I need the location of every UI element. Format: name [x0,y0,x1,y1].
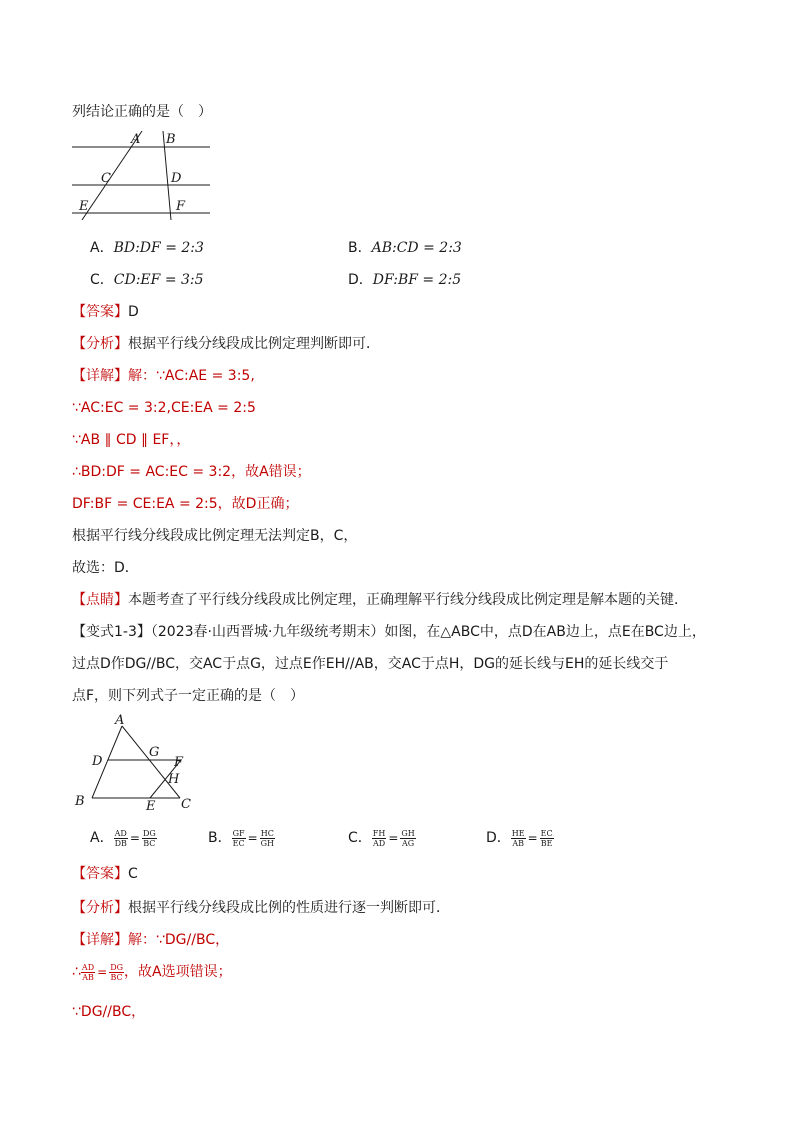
q2-detail-line-1: 【详解】解：∵DG//BC， [72,932,230,948]
q1-option-d: D．DF:BF = 2:5 [348,272,462,288]
q2-option-c: C． $\frac{FH}{AD}$ = $\frac{GH}{AG}$ [348,828,415,848]
q1-detail-tag: 【详解】 [72,368,128,384]
q2-detail-tag: 【详解】 [72,932,128,948]
q1-comment: 【点睛】本题考查了平行线分线段成比例定理，正确理解平行线分线段成比例定理是解本题的关键． [72,592,688,608]
q2-stem-line-3: 点F，则下列式子一定正确的是（ ） [72,688,305,704]
q1-stem-end: 列结论正确的是（ ） [72,104,212,120]
q2-tag: 【变式1-3】 [72,624,151,640]
q2-label-G: G [149,745,160,760]
q1-label-C: C [101,171,111,186]
q1-label-F: F [176,199,186,214]
q2-analysis-tag: 【分析】 [72,900,128,916]
q1-answer: 【答案】D [72,304,139,320]
q1-figure-parallel-lines [70,128,215,220]
q2-option-b: B． $\frac{GF}{EC}$ = $\frac{HC}{GH}$ [208,828,275,848]
q1-detail-line-2: ∵AC:EC = 3:2,CE:EA = 2:5 [72,400,256,416]
q1-label-B: B [166,132,176,147]
q2-option-d: D． $\frac{HE}{AB}$ = $\frac{EC}{BE}$ [486,828,553,848]
q1-detail-line-4: ∴BD:DF = AC:EC = 3:2，故A错误； [72,464,311,480]
q2-label-C: C [181,797,191,812]
q1-option-b: B．AB:CD = 2:3 [348,240,462,256]
q1-label-A: A [131,132,141,147]
q1-detail-line-7: 故选：D． [72,560,139,576]
q1-detail-line-3: ∵AB ∥ CD ∥ EF，， [72,432,191,448]
q1-option-c: C．CD:EF = 3:5 [90,272,204,288]
q2-detail-line-3: ∵DG//BC， [72,1004,146,1020]
q1-detail-line-6: 根据平行线分线段成比例定理无法判定B，C， [72,528,358,544]
q1-analysis-tag: 【分析】 [72,336,128,352]
q1-label-D: D [171,171,182,186]
q2-option-a: A． $\frac{AD}{DB}$ = $\frac{DG}{BC}$ [90,828,156,848]
q2-figure-triangle [70,710,200,815]
q2-label-B: B [75,794,85,809]
q1-detail-line-5: DF:BF = CE:EA = 2:5，故D正确； [72,496,299,512]
q2-analysis: 【分析】根据平行线分线段成比例的性质进行逐一判断即可． [72,900,450,916]
q2-label-A: A [115,713,125,728]
q2-label-E: E [146,799,156,814]
q2-source: （2023春·山西晋城·九年级统考期末） [150,624,385,640]
q2-label-F: F [174,755,184,770]
q2-detail-line-2: ∴ $\frac{AD}{AB}$ = $\frac{DG}{BC}$ ，故A选项错误； [72,962,232,982]
q1-detail-line-1: 【详解】解：∵AC:AE = 3:5, [72,368,255,384]
q2-label-D: D [92,754,103,769]
q2-stem-line-2: 过点D作DG//BC，交AC于点G，过点E作EH//AB，交AC于点H，DG的延长线与EH的延长线交于 [72,656,669,672]
q2-answer: 【答案】C [72,866,138,882]
q1-label-E: E [79,199,89,214]
q2-label-H: H [168,772,180,787]
q1-analysis: 【分析】根据平行线分线段成比例定理判断即可． [72,336,380,352]
q2-answer-tag: 【答案】 [72,866,128,882]
q1-comment-tag: 【点睛】 [72,592,128,608]
q1-answer-tag: 【答案】 [72,304,128,320]
q1-option-a: A．BD:DF = 2:3 [90,240,204,256]
q2-stem-line-1: 【变式1-3】（2023春·山西晋城·九年级统考期末）如图，在△ABC中，点D在AB边上，点E在BC边上， [72,624,706,640]
